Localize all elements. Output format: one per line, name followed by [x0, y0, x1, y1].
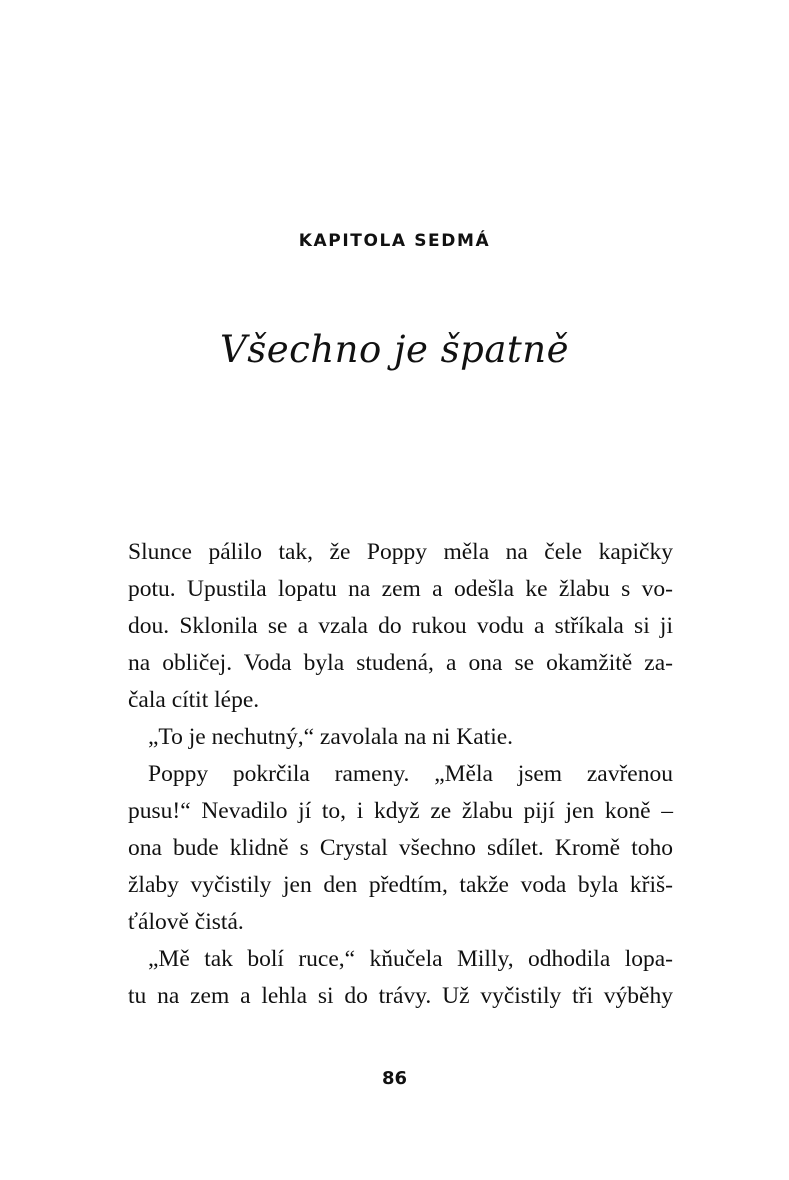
chapter-label: KAPITOLA SEDMÁ — [298, 231, 491, 251]
chapter-title: Všechno je špatně — [220, 328, 569, 371]
text-line: Poppy pokrčila rameny. „Měla jsem zavřenou — [148, 761, 673, 787]
body-text — [128, 534, 673, 1015]
text-line: „To je nechutný,“ zavolala na ni Katie. — [148, 724, 514, 750]
text-line: „Mě tak bolí ruce,“ kňučela Milly, odhodila lopa- — [148, 946, 673, 972]
text-line: ona bude klidně s Crystal všechno sdílet. Kromě toho — [128, 835, 673, 861]
text-line: dou. Sklonila se a vzala do rukou vodu a stříkala si ji — [128, 613, 673, 639]
text-line: potu. Upustila lopatu na zem a odešla ke žlabu s vo- — [128, 576, 673, 602]
text-line: čala cítit lépe. — [128, 687, 260, 713]
text-line: ťálově čistá. — [128, 909, 244, 935]
text-line: Slunce pálilo tak, že Poppy měla na čele kapičky — [128, 539, 673, 565]
text-line: pusu!“ Nevadilo jí to, i když ze žlabu pijí jen koně – — [128, 798, 673, 824]
text-line: žlaby vyčistily jen den předtím, takže voda byla křiš- — [128, 872, 673, 898]
page-number: 86 — [381, 1068, 408, 1089]
text-line: na obličej. Voda byla studená, a ona se okamžitě za- — [128, 650, 673, 676]
text-line: tu na zem a lehla si do trávy. Už vyčistily tři výběhy — [128, 983, 673, 1009]
